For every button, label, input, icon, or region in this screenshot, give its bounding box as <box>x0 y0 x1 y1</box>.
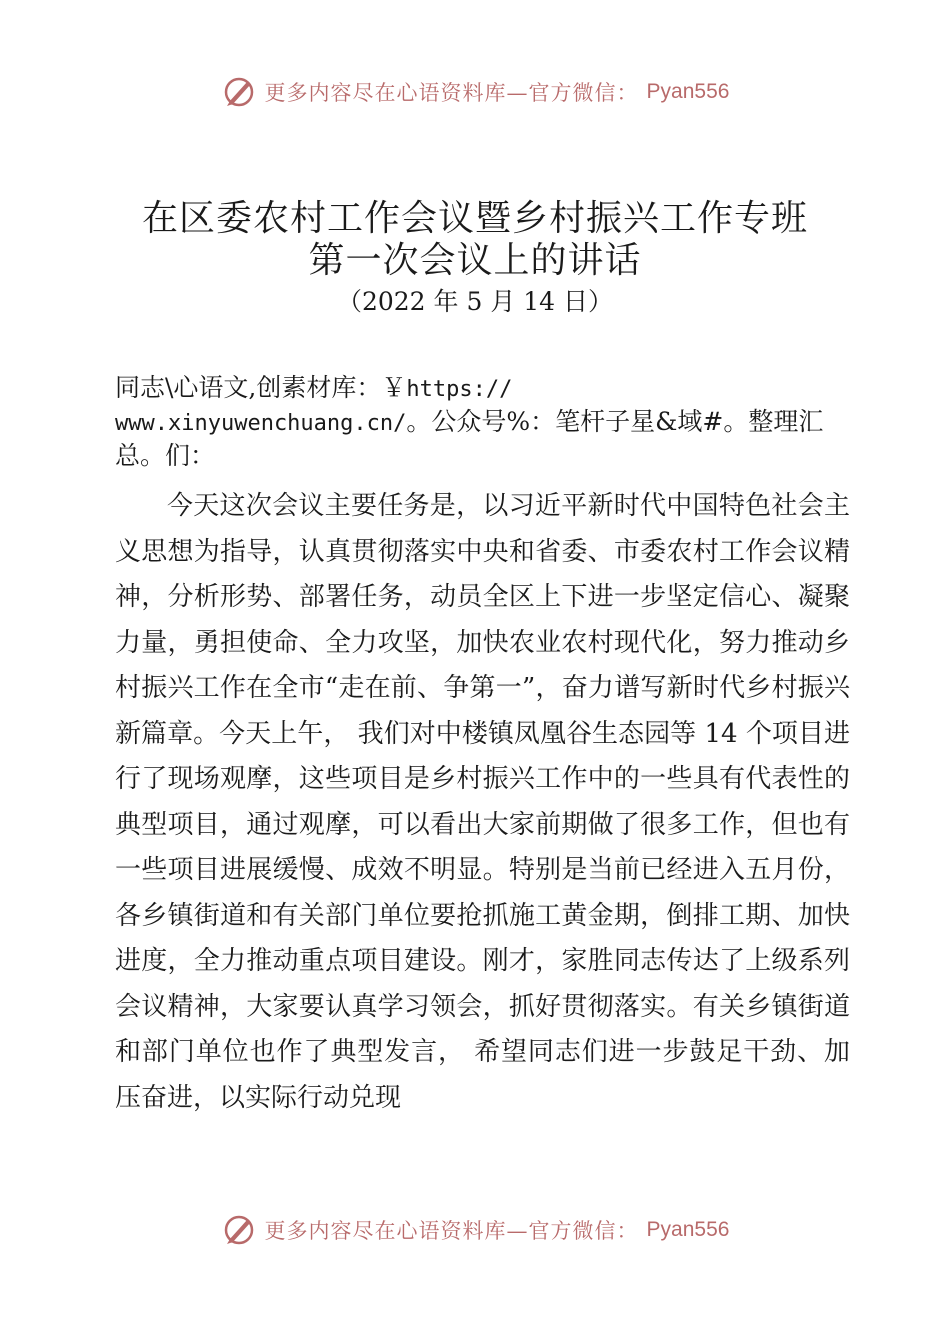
document-title-line1: 在区委农村工作会议暨乡村振兴工作专班 <box>141 198 808 239</box>
document-date: （2022 年 5 月 14 日） <box>336 287 614 316</box>
watermark-footer <box>0 1210 950 1250</box>
watermark-handle: Pyan556 <box>646 80 730 103</box>
salutation-prefix: 同志\心语文,创素材库：￥ <box>115 373 407 402</box>
watermark-text: 更多内容尽在心语资料库—官方微信： <box>264 1219 639 1243</box>
salutation <box>115 372 850 472</box>
watermark-handle: Pyan556 <box>646 1218 730 1241</box>
watermark-header <box>0 72 950 112</box>
pen-logo-icon <box>221 74 257 110</box>
watermark-text: 更多内容尽在心语资料库—官方微信： <box>264 81 639 105</box>
salutation-url-part1: https:// <box>406 377 513 402</box>
salutation-url-part2: www.xinyuwenchuang.cn/ <box>115 411 407 436</box>
pen-logo-icon <box>221 1212 257 1248</box>
document-title-line2: 第一次会议上的讲话 <box>308 240 642 281</box>
body-paragraph: 今天这次会议主要任务是，以习近平新时代中国特色社会主义思想为指导，认真贯彻落实中央和省委、市委农村工作会议精神，分析形势、部署任务，动员全区上下进一步坚定信心、凝聚力量，勇担使命、全力攻坚，加快农业农村现代化，努力推动乡村振兴工作在全市“走在前、争第一”，奋力谱写新时代乡村振兴新篇章。今天上午， 我们对中楼镇凤凰谷生态园等 14 个项目进行了现场观摩，这些项目是乡村振兴工作中的一些具有代表性的典型项目，通过观摩，可以看出大家前期做了很多工作，但也有一些项目进展缓慢、成效不明显。特别是当前已经进入五月份，各乡镇街道和有关部门单位要抢抓施工黄金期，倒排工期、加快进度，全力推动重点项目建设。刚才，家胜同志传达了上级系列会议精神，大家要认真学习领会，抓好贯彻落实。有关乡镇街道和部门单位也作了典型发言， 希望同志们进一步鼓足干劲、加压奋进，以实际行动兑现 <box>115 491 850 1113</box>
salutation-suffix: 。公众号%：笔杆子星&域#。整理汇总。们： <box>115 407 824 470</box>
